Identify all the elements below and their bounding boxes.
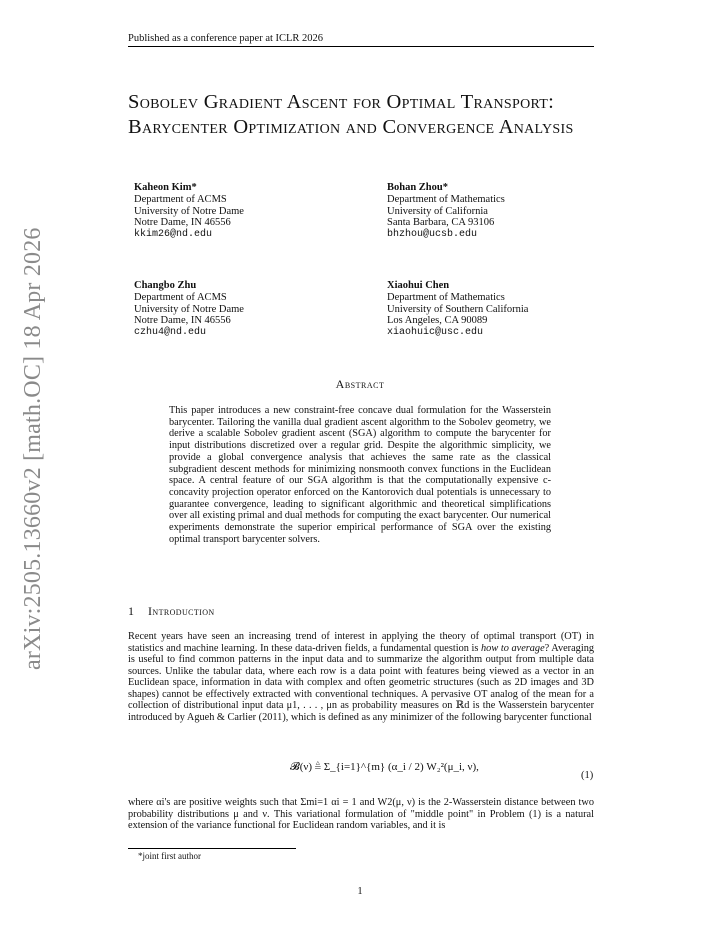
section-heading bbox=[128, 604, 215, 619]
author-email[interactable]: bhzhou@ucsb.edu bbox=[387, 229, 478, 241]
author-email[interactable]: xiaohuic@usc.edu bbox=[387, 327, 484, 339]
author-inst: University of Southern California bbox=[387, 303, 529, 315]
author-block bbox=[134, 182, 384, 241]
author-dept: Department of ACMS bbox=[134, 193, 227, 205]
author-addr: Santa Barbara, CA 93106 bbox=[387, 217, 495, 229]
footnote-rule bbox=[128, 848, 296, 849]
header-rule bbox=[128, 46, 594, 47]
section-number: 1 bbox=[128, 604, 134, 618]
paper-title: Sobolev Gradient Ascent for Optimal Transport: Barycenter Optimization and Convergence Analysis bbox=[128, 91, 574, 138]
abstract-text: This paper introduces a new constraint-free concave dual formulation for the Wasserstein barycenter. Tailoring the vanilla dual gradient ascent algorithm to the Sobolev geometry, we derive a scalable Sobolev gradient ascent (SGA) algorithm to compute the barycenter for input distributions discretized over a regular grid. Despite the algorithmic simplicity, we provide a global convergence analysis that achieves the same rate as the classical subgradient descent methods for minimizing nonsmooth convex functions in the Euclidean space. A central feature of our SGA algorithm is that the computationally expensive c-concavity projection operator enforced on the Kantorovich dual potentials is unnecessary to guarantee convergence, leading to significant algorithmic and theoretical simplifications over all existing primal and dual methods for computing the exact barycenter. Our numerical experiments demonstrate the superior empirical performance of SGA over the existing optimal transport barycenter solvers. bbox=[169, 405, 552, 545]
author-inst: University of Notre Dame bbox=[134, 205, 244, 217]
author-addr: Los Angeles, CA 90089 bbox=[387, 315, 488, 327]
page-number: 1 bbox=[357, 886, 363, 897]
author-email[interactable]: czhu4@nd.edu bbox=[134, 327, 207, 339]
author-inst: University of California bbox=[387, 205, 488, 217]
abstract-heading: Abstract bbox=[335, 377, 385, 391]
author-block bbox=[387, 182, 637, 241]
author-name: Kaheon Kim* bbox=[134, 182, 197, 193]
author-block bbox=[134, 280, 384, 339]
section-title: Introduction bbox=[148, 604, 215, 618]
author-dept: Department of Mathematics bbox=[387, 291, 505, 303]
author-dept: Department of Mathematics bbox=[387, 193, 505, 205]
arxiv-watermark[interactable]: arXiv:2505.13660v2 [math.OC] 18 Apr 2026 bbox=[20, 227, 46, 670]
intro-text: ? Averaging is useful to find common patterns in the input data and to summarize the algorithm output from multiple data sources. Unlike the tabular data, where each row is a data point with features being viewed as a vector in an Euclidean space, information in data with complex and often geometric structures (such as 2D images and 3D shapes) cannot be effectively extracted with conventional techniques. A pervasive OT analog of the mean for a collection of distributional input data μ1, . . . , μn as probability measures on ℝd is the Wasserstein barycenter introduced by Agueh & Carlier (2011), which is defined as any minimizer of the following barycenter functional bbox=[128, 642, 594, 723]
equation-label: (1) bbox=[581, 770, 594, 781]
intro-emphasis: how to average bbox=[481, 642, 545, 654]
author-addr: Notre Dame, IN 46556 bbox=[134, 217, 231, 229]
footnote: *joint first author bbox=[138, 851, 201, 861]
author-inst: University of Notre Dame bbox=[134, 303, 244, 315]
author-email[interactable]: kkim26@nd.edu bbox=[134, 229, 213, 241]
author-name: Xiaohui Chen bbox=[387, 280, 450, 291]
intro-text: Recent years have seen an increasing trend of interest in applying the theory of optimal transport (OT) in statistics and machine learning. In these data-driven fields, a fundamental question is bbox=[128, 631, 594, 654]
author-addr: Notre Dame, IN 46556 bbox=[134, 315, 231, 327]
author-block bbox=[387, 280, 637, 339]
equation-barycenter: 𝓑(ν) ≜ Σ_{i=1}^{m} (α_i / 2) W₂²(μ_i, ν), bbox=[290, 761, 479, 773]
intro-paragraph-2: where αi's are positive weights such that Σmi=1 αi = 1 and W2(μ, ν) is the 2-Wasserstein distance between two probability distributions μ and ν. This variational formulation of "middle point" in Problem (1) is a natural extension of the variance functional for Euclidean random variables, and it is bbox=[128, 797, 594, 831]
intro-paragraph bbox=[128, 631, 594, 723]
author-name: Changbo Zhu bbox=[134, 280, 197, 291]
author-name: Bohan Zhou* bbox=[387, 182, 448, 193]
author-dept: Department of ACMS bbox=[134, 291, 227, 303]
conference-note: Published as a conference paper at ICLR 2026 bbox=[128, 33, 324, 44]
